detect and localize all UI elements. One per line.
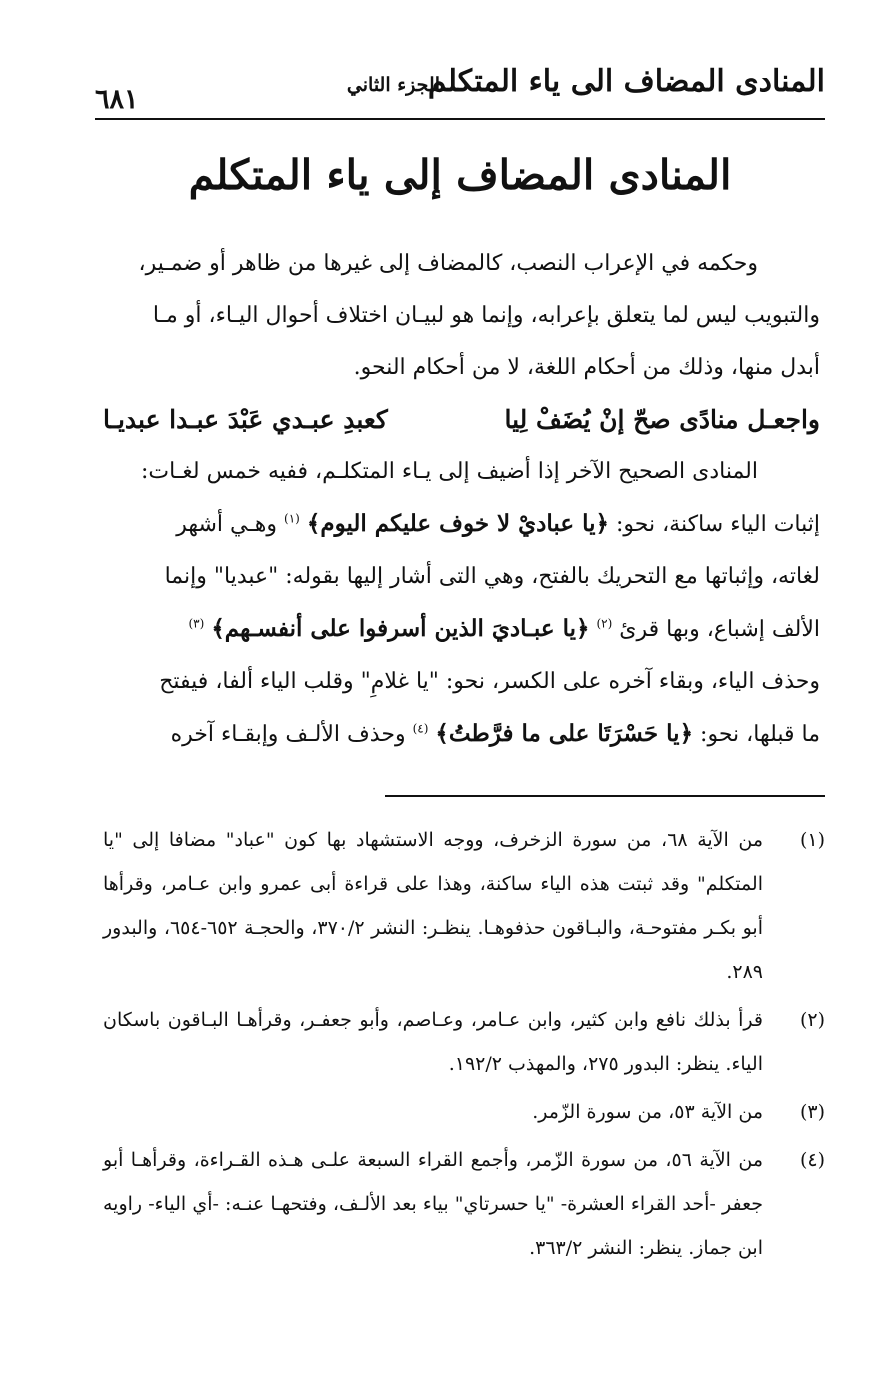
paragraph-line xyxy=(103,603,820,656)
footnote xyxy=(103,1138,825,1270)
poetry-verse xyxy=(103,394,820,446)
footnote-marker[interactable]: (١) xyxy=(284,511,300,526)
text-run: وحذف الألـف وإبقـاء آخره xyxy=(170,722,406,747)
paragraph-line: لغاته، وإثباتها مع التحريك بالفتح، وهي التى أشار إليها بقوله: "عبديا" وإنما xyxy=(164,564,820,589)
footnote-marker[interactable]: (٣) xyxy=(188,616,205,631)
footnote-number: (٤) xyxy=(799,1149,825,1171)
running-header-title: المنادى المضاف الى ياء المتكلم xyxy=(427,64,825,99)
footnote-number: (٣) xyxy=(799,1101,825,1123)
footnote xyxy=(103,998,825,1086)
paragraph-line xyxy=(103,498,820,551)
paragraph-line: أبدل منها، وذلك من أحكام اللغة، لا من أحكام النحو. xyxy=(353,355,820,380)
paragraph-line: وحكمه في الإعراب النصب، كالمضاف إلى غيرها من ظاهر أو ضمـير، xyxy=(138,251,758,276)
verse-first-hemistich: واجعـل منادًى صحّ إنْ يُضَفْ لِيا xyxy=(504,405,820,434)
main-text xyxy=(103,238,820,761)
footnote-marker[interactable]: (٤) xyxy=(412,721,429,736)
text-run: الألف إشباع، وبها قرئ xyxy=(619,617,820,642)
running-header-part: الجزء الثاني xyxy=(346,74,440,96)
footnote xyxy=(103,818,825,994)
footnote xyxy=(103,1090,825,1134)
quran-quote: ﴿يا عبـاديَ الذين أسرفوا على أنفسـهم﴾ xyxy=(211,615,590,642)
chapter-title: المنادى المضاف إلى ياء المتكلم xyxy=(188,151,732,199)
page-number: ٦٨١ xyxy=(95,84,139,115)
footnote-text: من الآية ٥٣، من سورة الزّمر. xyxy=(532,1101,763,1123)
paragraph-line xyxy=(103,708,820,761)
verse-second-hemistich: كعبدِ عبـدي عَبْدَ عبـدا عبديـا xyxy=(103,405,388,434)
running-header xyxy=(95,62,825,120)
text-run: ما قبلها، نحو: xyxy=(693,722,820,747)
footnote-text: قرأ بذلك نافع وابن كثير، وابن عـامر، وعـاصم، وأبو جعفـر، وقرأهـا البـاقون باسكان الياء. ينظر: البدور ٢٧٥، والمهذب ١٩٢/٢. xyxy=(103,1009,763,1075)
quran-quote: ﴿يا عباديْ لا خوف عليكم اليوم﴾ xyxy=(306,510,609,537)
footnote-text: من الآية ٥٦، من سورة الزّمر، وأجمع القراء السبعة علـى هـذه القـراءة، وقرأهـا أبو جعفر -أحد القراء العشرة- "يا حسرتاي" بياء بعد الألـف، وفتحهـا عنـه: -أي الياء- راويه ابن جماز. ينظر: النشر ٣٦٣/٢. xyxy=(103,1149,764,1259)
footnote-number: (١) xyxy=(799,829,825,851)
paragraph-line: وحذف الياء، وبقاء آخره على الكسر، نحو: "يا غلامِ" وقلب الياء ألفا، فيفتح xyxy=(159,669,820,694)
quran-quote: ﴿يا حَسْرَتَا على ما فرَّطتُ﴾ xyxy=(435,720,694,747)
footnotes xyxy=(103,818,825,1274)
text-run: وهـي أشهر xyxy=(176,512,278,537)
footnote-number: (٢) xyxy=(799,1009,825,1031)
footnote-text: من الآية ٦٨، من سورة الزخرف، ووجه الاستشهاد بها كون "عباد" مضافا إلى "يا المتكلم" وقد ثبتت هذه الياء ساكنة، وهذا على قراءة أبى عمرو وابن عـامر، وقرأها أبو بكـر مفتوحـة، والبـاقون حذفوهـا. ينظـر: النشر ٣٧٠/٢، والحجـة ٦٥٢-٦٥٤، والبدور ٢٨٩. xyxy=(103,829,764,983)
footnote-separator xyxy=(385,795,825,797)
paragraph-line: والتبويب ليس لما يتعلق بإعرابه، وإنما هو لبيـان اختلاف أحوال اليـاء، أو مـا xyxy=(152,303,820,328)
text-run: إثبات الياء ساكنة، نحو: xyxy=(608,512,820,537)
footnote-marker[interactable]: (٢) xyxy=(596,616,613,631)
paragraph-line: المنادى الصحيح الآخر إذا أضيف إلى يـاء المتكلـم، ففيه خمس لغـات: xyxy=(141,459,758,484)
